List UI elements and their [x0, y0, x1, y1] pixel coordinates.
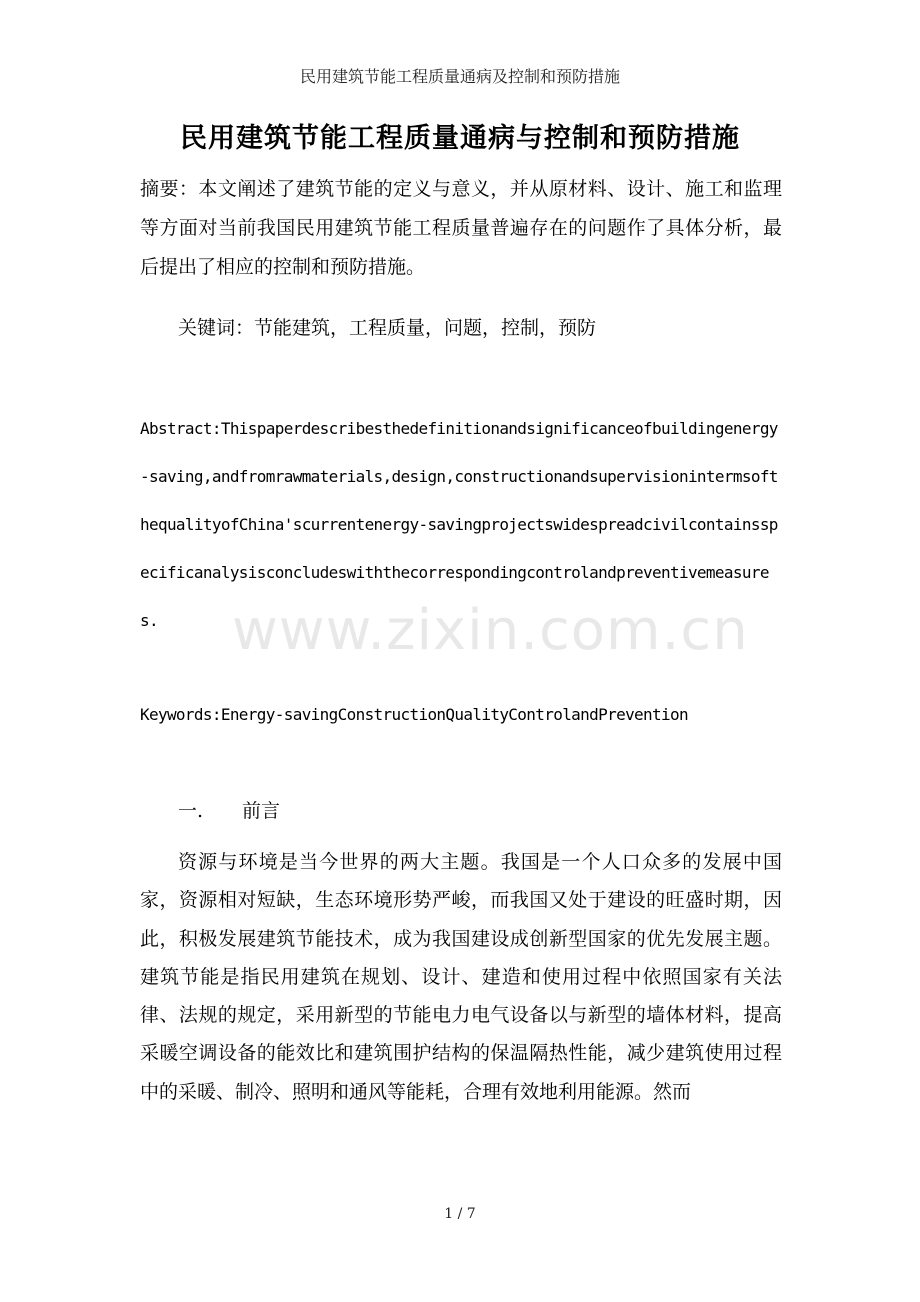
- section-heading: [178, 796, 280, 826]
- keywords-english: Keywords:Energy-savingConstructionQualityControlandPrevention: [140, 705, 688, 724]
- abstract-chinese: 摘要：本文阐述了建筑节能的定义与意义，并从原材料、设计、施工和监理等方面对当前我国民用建筑节能工程质量普遍存在的问题作了具体分析，最后提出了相应的控制和预防措施。: [140, 178, 782, 278]
- running-header: 民用建筑节能工程质量通病及控制和预防措施: [299, 67, 620, 86]
- watermark: www.zixin.com.cn: [232, 598, 749, 663]
- section-number: 一.: [178, 800, 204, 822]
- abstract-english: Abstract:Thispaperdescribesthedefinitionandsignificanceofbuildingenergy-saving,andfromrawmaterials,design,constructionandsupervisionintermsofthequalityofChina'scurrentenergy-savingprojectswidespreadcivilcontainsspecificanalysisconcludeswiththecorrespondingcontrolandpreventivemeasures.: [140, 419, 778, 630]
- keywords-chinese: 关键词：节能建筑，工程质量，问题，控制，预防: [178, 317, 597, 339]
- page-number: 1 / 7: [444, 1206, 476, 1222]
- section-body: 资源与环境是当今世界的两大主题。我国是一个人口众多的发展中国家，资源相对短缺，生态环境形势严峻，而我国又处于建设的旺盛时期，因此，积极发展建筑节能技术，成为我国建设成创新型国家的优先发展主题。建筑节能是指民用建筑在规划、设计、建造和使用过程中依照国家有关法律、法规的规定，采用新型的节能电力电气设备以与新型的墙体材料，提高采暖空调设备的能效比和建筑围护结构的保温隔热性能，减少建筑使用过程中的采暖、制冷、照明和通风等能耗，合理有效地利用能源。然而: [140, 851, 782, 1103]
- section-title: 前言: [242, 800, 281, 822]
- document-title: 民用建筑节能工程质量通病与控制和预防措施: [180, 123, 740, 154]
